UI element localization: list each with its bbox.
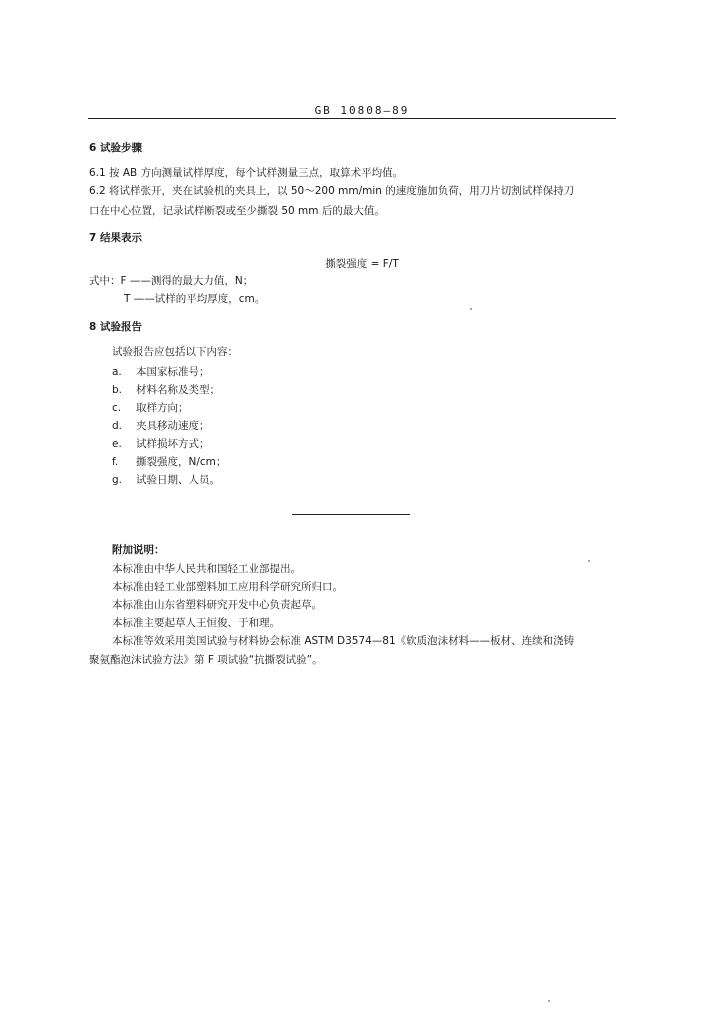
formula-where-line-2: T ——试样的平均厚度，cm。: [124, 293, 266, 305]
scan-speck: [470, 308, 472, 310]
list-marker: d.: [112, 420, 123, 432]
appendix-line-2: 本标准由轻工业部塑料加工应用科学研究所归口。: [112, 581, 343, 593]
list-text: 本国家标准号；: [136, 366, 210, 378]
list-marker: e.: [112, 438, 122, 450]
list-marker: f.: [112, 456, 119, 468]
header-rule: [88, 118, 616, 119]
list-item: [112, 472, 220, 487]
list-text: 夹具移动速度；: [136, 420, 210, 432]
end-rule: [292, 514, 410, 515]
list-marker: c.: [112, 402, 122, 414]
list-marker: b.: [112, 384, 123, 396]
appendix-line-4: 本标准主要起草人王恒俊、于和理。: [112, 617, 280, 629]
appendix-line-5a: 本标准等效采用美国试验与材料协会标准 ASTM D3574—81《软质泡沫材料——板材、连续和浇铸: [112, 635, 575, 647]
formula-where-line-1: 式中：F ——测得的最大力值，N；: [89, 275, 254, 287]
list-item: [112, 454, 226, 469]
appendix-line-5b: 聚氨酯泡沫试验方法》第 F 项试验“抗撕裂试验”。: [89, 654, 323, 666]
list-marker: g.: [112, 474, 123, 486]
paragraph-6-1: 6.1 按 AB 方向测量试样厚度，每个试样测量三点，取算术平均值。: [89, 167, 404, 179]
list-item: [112, 400, 189, 415]
appendix-title: 附加说明：: [112, 544, 165, 556]
section-6-title: 6 试验步骤: [89, 142, 142, 154]
list-text: 试样损坏方式；: [136, 438, 210, 450]
list-text: 材料名称及类型；: [136, 384, 220, 396]
list-text: 撕裂强度，N/cm；: [136, 456, 227, 468]
appendix-line-3: 本标准由山东省塑料研究开发中心负责起草。: [112, 599, 322, 611]
list-item: [112, 382, 220, 397]
list-text: 试验日期、人员。: [136, 474, 220, 486]
report-intro: 试验报告应包括以下内容：: [112, 346, 238, 358]
standard-code: GB 10808—89: [314, 104, 410, 117]
appendix-line-1: 本标准由中华人民共和国轻工业部提出。: [112, 563, 301, 575]
scan-speck: [588, 560, 590, 562]
paragraph-6-2-line-2: 口在中心位置，记录试样断裂或至少撕裂 50 mm 后的最大值。: [89, 205, 385, 217]
paragraph-6-2-line-1: 6.2 将试样张开，夹在试验机的夹具上，以 50～200 mm/min 的速度施加负荷，用刀片切割试样保持刀: [89, 185, 575, 197]
formula: 撕裂强度 = F/T: [325, 258, 399, 270]
list-marker: a.: [112, 366, 122, 378]
list-item: [112, 364, 210, 379]
list-text: 取样方向；: [136, 402, 189, 414]
section-7-title: 7 结果表示: [89, 232, 142, 244]
list-item: [112, 418, 210, 433]
section-8-title: 8 试验报告: [89, 321, 142, 333]
list-item: [112, 436, 210, 451]
scan-speck: [548, 1000, 550, 1002]
